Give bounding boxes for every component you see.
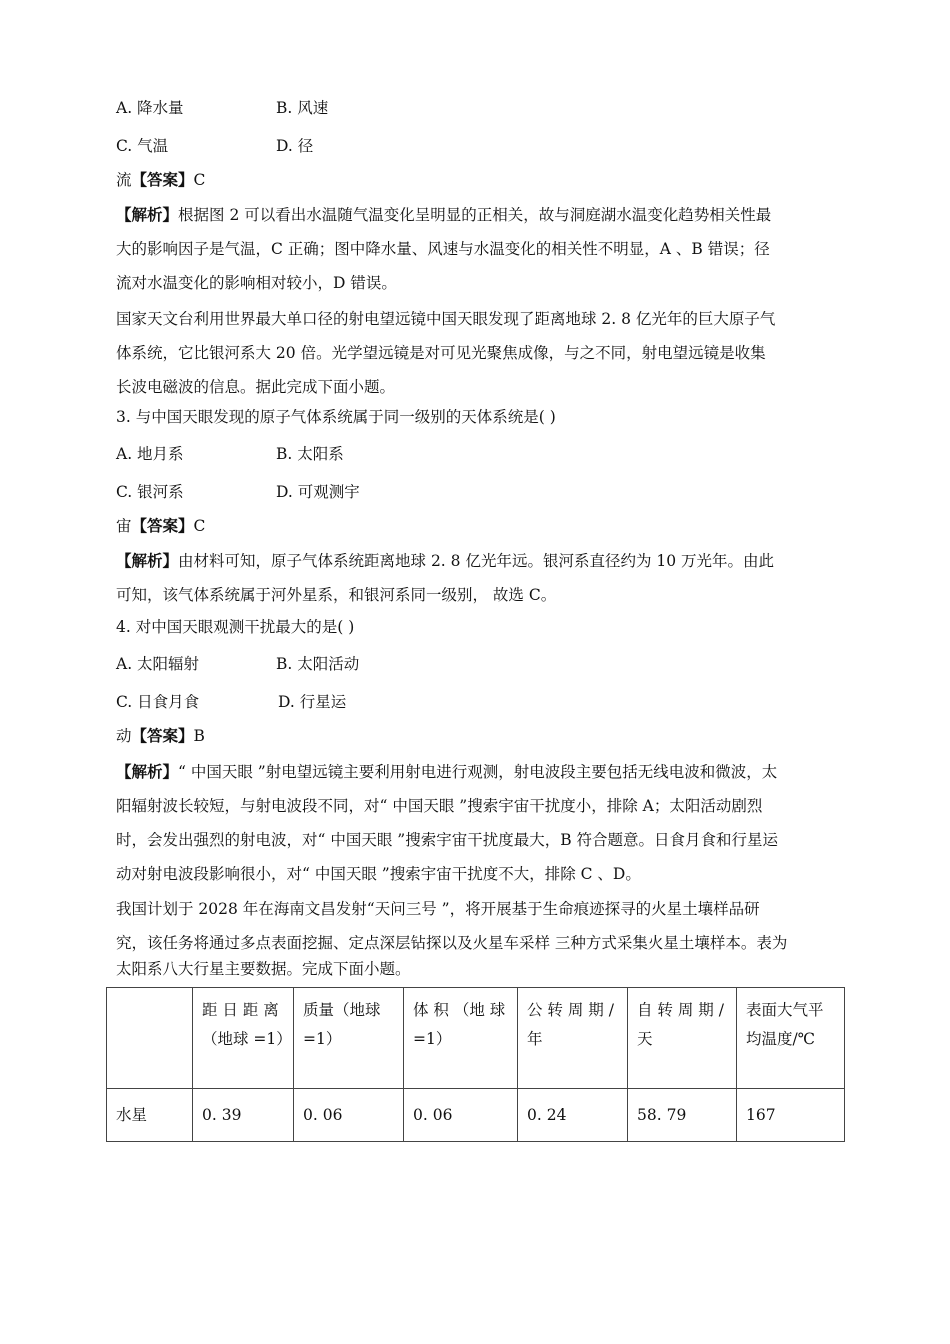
q2-analysis-line-2: 大的影响因子是气温，C 正确；图中降水量、风速与水温变化的相关性不明显，A 、B 错误；径 — [116, 240, 770, 258]
q4-option-b: B. 太阳活动 — [276, 655, 360, 673]
table-header-row — [107, 988, 845, 1089]
table-header-cell: 自 转 周 期 /天 — [628, 988, 737, 1089]
q2-analysis-line-1: 【解析】根据图 2 可以看出水温随气温变化呈明显的正相关，故与洞庭湖水温变化趋势相关性最 — [116, 205, 772, 224]
q3-option-d: D. 可观测宇 — [276, 483, 360, 501]
q4-analysis-line-2: 阳辐射波长较短，与射电波段不同，对“ 中国天眼 ”搜索宇宙干扰度小，排除 A；太阳活动剧烈 — [116, 797, 763, 815]
table-cell: 167 — [737, 1089, 845, 1142]
q2-option-c: C. 气温 — [116, 137, 169, 155]
table-header-cell — [107, 988, 193, 1089]
material1-line-3: 长波电磁波的信息。据此完成下面小题。 — [116, 378, 396, 396]
material1-line-1: 国家天文台利用世界最大单口径的射电望远镜中国天眼发现了距离地球 2. 8 亿光年的巨大原子气 — [116, 310, 776, 328]
q2-answer-tag: 【答案】 — [131, 170, 194, 189]
q3-answer-line — [116, 516, 205, 536]
q4-analysis-line-1: 【解析】“ 中国天眼 ”射电望远镜主要利用射电进行观测，射电波段主要包括无线电波和微波，太 — [116, 762, 778, 781]
q4-option-d: D. 行星运 — [278, 693, 347, 711]
q4-answer-prefix: 动 — [116, 727, 132, 745]
q4-analysis-line-3: 时，会发出强烈的射电波，对“ 中国天眼 ”搜索宇宙干扰度最大，B 符合题意。日食月食和行星运 — [116, 831, 779, 849]
table-header-cell: 体 积 （地 球 =1） — [404, 988, 518, 1089]
q2-option-b: B. 风速 — [276, 99, 329, 117]
q2-answer: C — [193, 171, 206, 189]
q2-answer-line — [116, 170, 205, 190]
q2-option-d: D. 径 — [276, 137, 314, 155]
table-header-cell: 距 日 距 离（地球 =1） — [193, 988, 294, 1089]
table-cell: 58. 79 — [628, 1089, 737, 1142]
table-cell: 0. 39 — [193, 1089, 294, 1142]
q4-option-c: C. 日食月食 — [116, 693, 200, 711]
q3-option-a: A. 地月系 — [116, 445, 184, 463]
q2-analysis-line-3: 流对水温变化的影响相对较小，D 错误。 — [116, 274, 397, 292]
q2-option-a: A. 降水量 — [116, 99, 184, 117]
q4-answer-line — [116, 726, 205, 746]
q3-analysis-tag: 【解析】 — [116, 551, 179, 570]
q3-answer-tag: 【答案】 — [131, 516, 194, 535]
material2-line-1: 我国计划于 2028 年在海南文昌发射“天问三号 ”，将开展基于生命痕迹探寻的火星土壤样品研 — [116, 900, 760, 918]
q3-answer: C — [193, 517, 206, 535]
q3-answer-prefix: 宙 — [116, 517, 132, 535]
q2-answer-prefix: 流 — [116, 171, 132, 189]
table-cell: 0. 06 — [404, 1089, 518, 1142]
table-cell: 0. 06 — [294, 1089, 404, 1142]
q2-analysis-tag: 【解析】 — [116, 205, 179, 224]
q4-answer-tag: 【答案】 — [131, 726, 194, 745]
table-header-cell: 公 转 周 期 /年 — [518, 988, 628, 1089]
table-cell: 水星 — [107, 1089, 193, 1142]
table-cell: 0. 24 — [518, 1089, 628, 1142]
q4-stem: 4. 对中国天眼观测干扰最大的是( ) — [116, 618, 355, 636]
q4-option-a: A. 太阳辐射 — [116, 655, 200, 673]
table-header-cell: 表面大气平 均温度/℃ — [737, 988, 845, 1089]
q3-option-b: B. 太阳系 — [276, 445, 344, 463]
q3-option-c: C. 银河系 — [116, 483, 184, 501]
q3-stem: 3. 与中国天眼发现的原子气体系统属于同一级别的天体系统是( ) — [116, 408, 556, 426]
planet-data-table — [106, 987, 845, 1142]
material2-line-3: 太阳系八大行星主要数据。完成下面小题。 — [116, 960, 411, 978]
table-row — [107, 1089, 845, 1142]
table-header-cell: 质量（地球 =1） — [294, 988, 404, 1089]
material2-line-2: 究，该任务将通过多点表面挖掘、定点深层钻探以及火星车采样 三种方式采集火星土壤样本。表为 — [116, 934, 788, 952]
q4-analysis-tag: 【解析】 — [116, 762, 179, 781]
q3-analysis-line-1: 【解析】由材料可知，原子气体系统距离地球 2. 8 亿光年远。银河系直径约为 10 万光年。由此 — [116, 551, 775, 570]
q4-answer: B — [193, 727, 205, 745]
q3-analysis-line-2: 可知，该气体系统属于河外星系，和银河系同一级别， 故选 C。 — [116, 586, 557, 604]
q4-analysis-line-4: 动对射电波段影响很小，对“ 中国天眼 ”搜索宇宙干扰度不大，排除 C 、D。 — [116, 865, 641, 883]
material1-line-2: 体系统，它比银河系大 20 倍。光学望远镜是对可见光聚焦成像，与之不同，射电望远镜是收集 — [116, 344, 766, 362]
